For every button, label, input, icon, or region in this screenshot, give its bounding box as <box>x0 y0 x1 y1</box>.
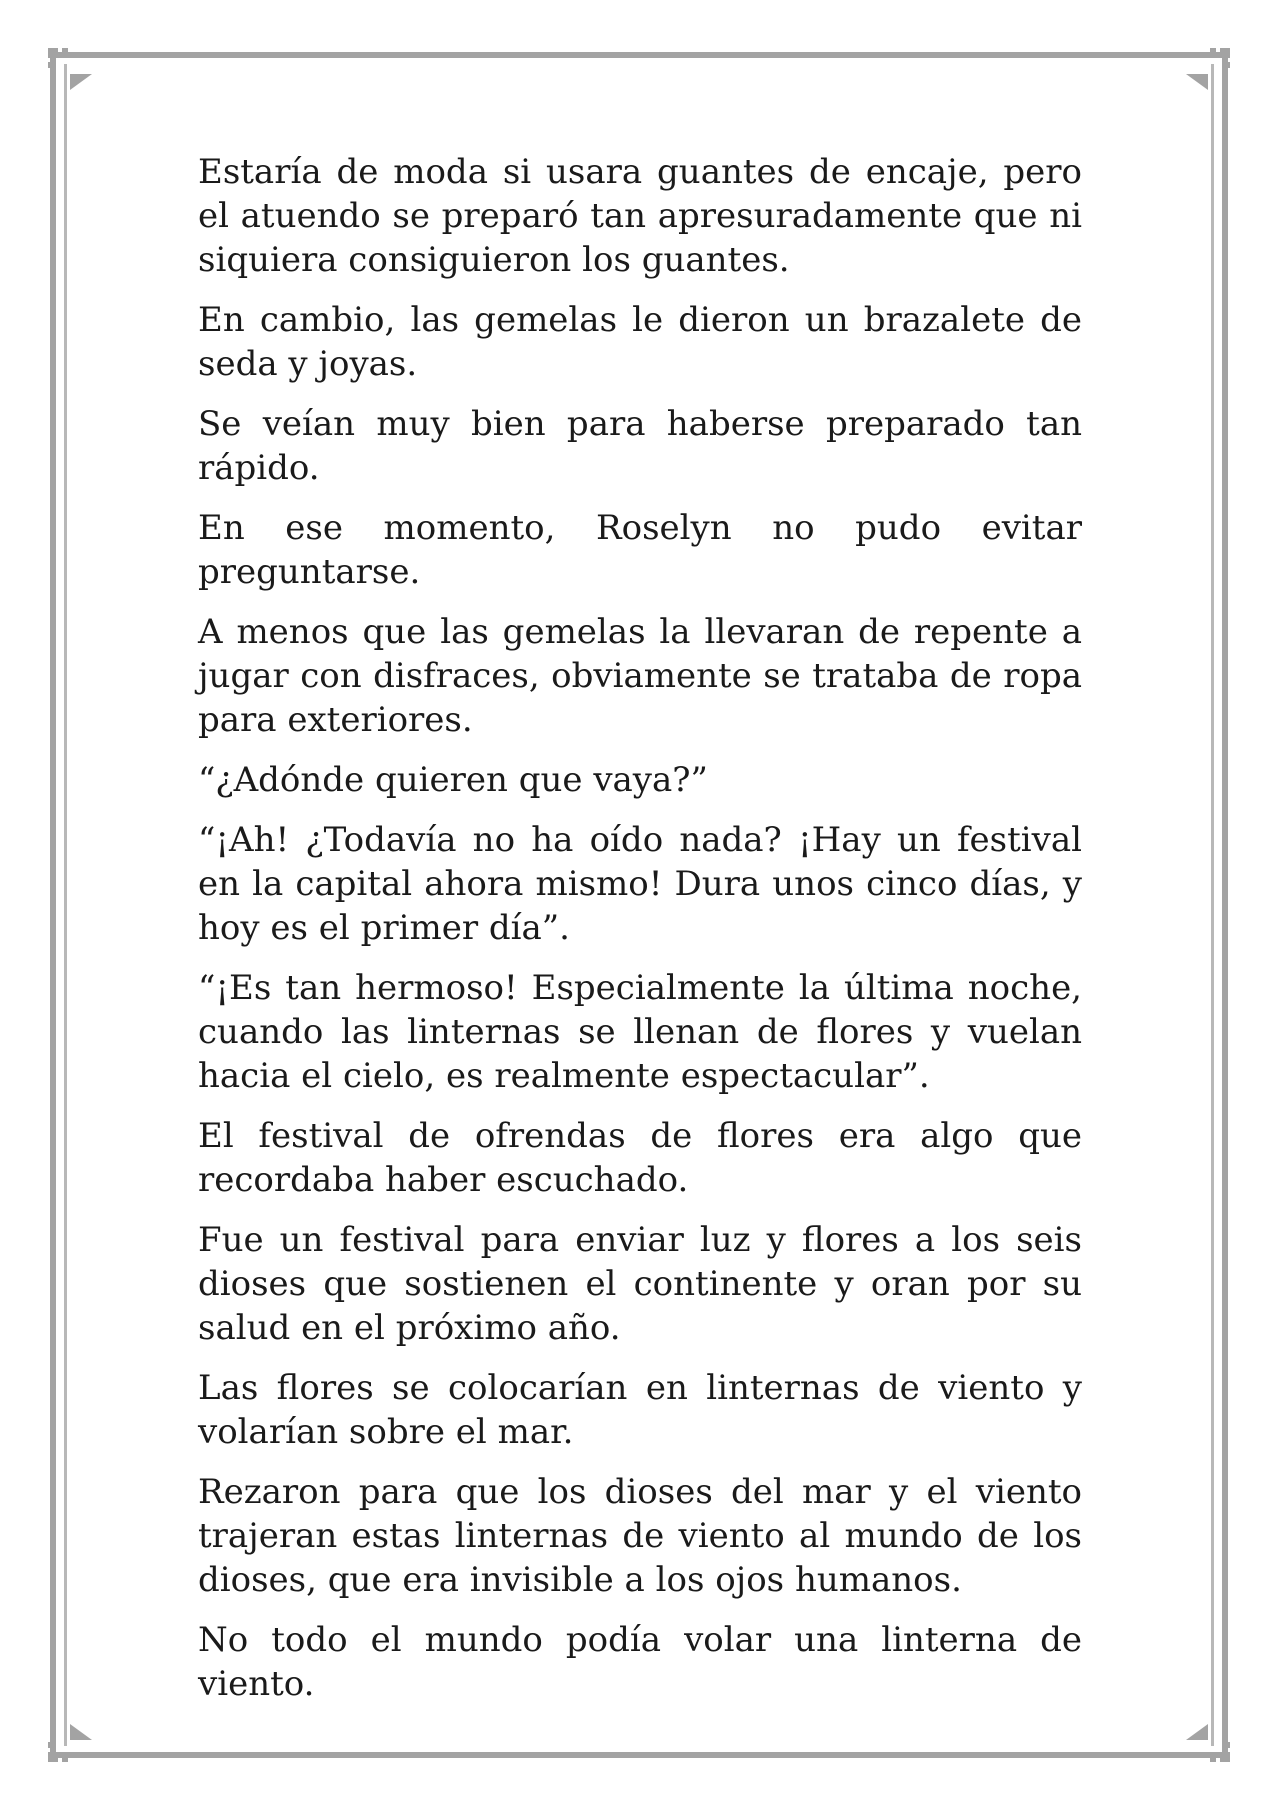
paragraph: Rezaron para que los dioses del mar y el viento trajeran estas linternas de viento al mundo de los dioses, que era invisible a los ojos humanos. <box>198 1472 1082 1600</box>
border-left-line <box>50 58 56 1752</box>
paragraph: No todo el mundo podía volar una linterna de viento. <box>198 1620 1082 1704</box>
paragraph: A menos que las gemelas la llevaran de repente a jugar con disfraces, obviamente se trataba de ropa para exteriores. <box>198 612 1082 740</box>
paragraph: El festival de ofrendas de flores era algo que recordaba haber escuchado. <box>198 1116 1082 1200</box>
paragraph: En cambio, las gemelas le dieron un brazalete de seda y joyas. <box>198 300 1082 384</box>
border-right-line <box>1222 58 1228 1752</box>
paragraph: Las flores se colocarían en linternas de viento y volarían sobre el mar. <box>198 1368 1082 1452</box>
story-text-body <box>198 150 1082 1722</box>
border-top-line <box>56 52 1222 58</box>
paragraph: Se veían muy bien para haberse preparado tan rápido. <box>198 404 1082 488</box>
border-right-inner <box>1211 64 1214 1746</box>
paragraph: En ese momento, Roselyn no pudo evitar preguntarse. <box>198 508 1082 592</box>
paragraph: Estaría de moda si usara guantes de encaje, pero el atuendo se preparó tan apresuradamente que ni siquiera consiguieron los guantes. <box>198 152 1082 280</box>
border-left-inner <box>64 64 67 1746</box>
paragraph: Fue un festival para enviar luz y flores a los seis dioses que sostienen el continente y oran por su salud en el próximo año. <box>198 1220 1082 1348</box>
paragraph: “¡Ah! ¿Todavía no ha oído nada? ¡Hay un festival en la capital ahora mismo! Dura unos cinco días, y hoy es el primer día”. <box>198 820 1082 948</box>
paragraph: “¿Adónde quieren que vaya?” <box>198 760 708 800</box>
border-bottom-line <box>56 1752 1222 1758</box>
paragraph: “¡Es tan hermoso! Especialmente la última noche, cuando las linternas se llenan de flores y vuelan hacia el cielo, es realmente espectacular”. <box>198 968 1082 1096</box>
